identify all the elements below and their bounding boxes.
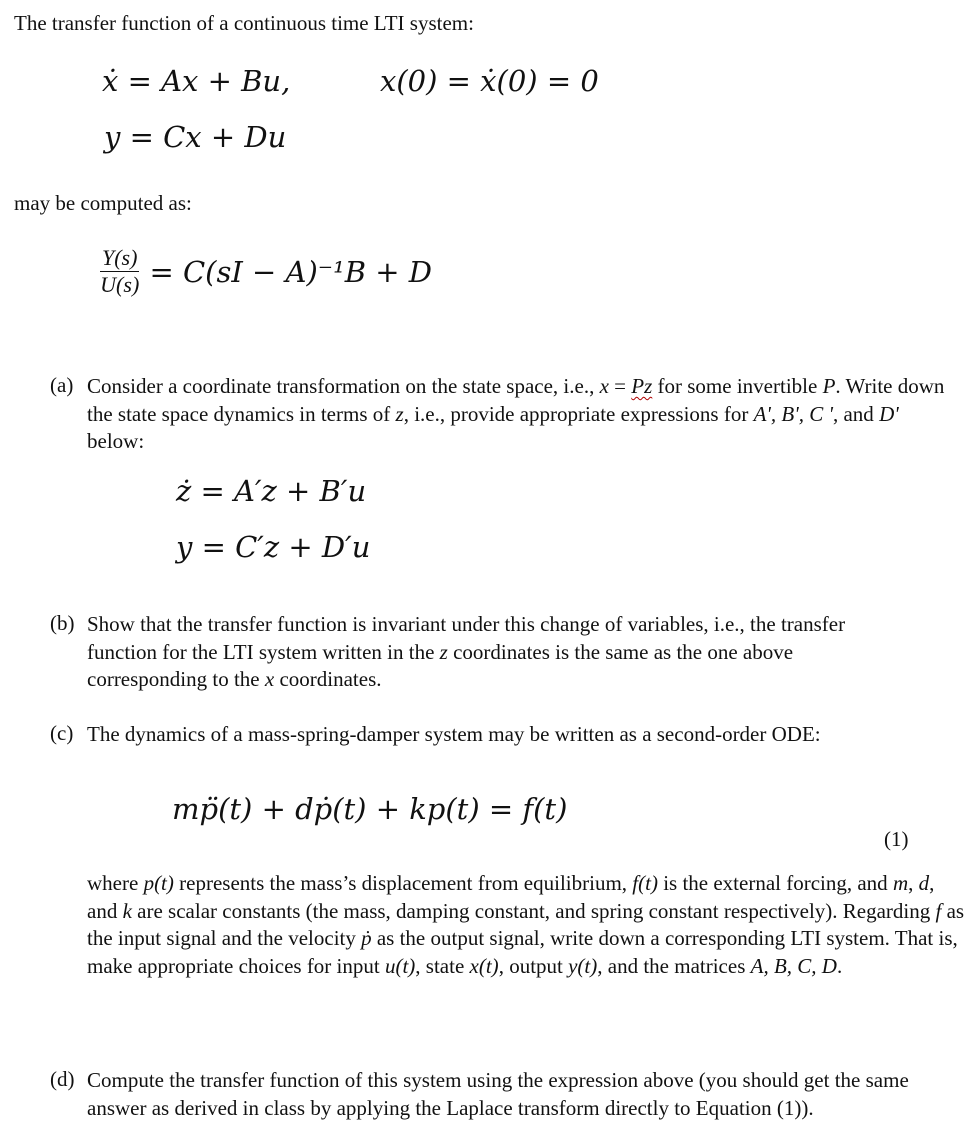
mass-spring-damper-equation: mp̈(t) + dṗ(t) + kp(t) = f(t) [172,792,568,826]
part-c-description: where p(t) represents the mass’s displacement from equilibrium, f(t) is the external forcing, and m, d, and k are scalar constants (the mass, damping constant, and spring constant respectively). Regarding f as the input signal and the velocity ṗ as the output signal, write down a corresponding LTI system. That is, make appropriate choices for input u(t), state x(t), output y(t), and the matrices A, B, C, D. [87,871,965,978]
initial-condition: x(0) = ẋ(0) = 0 [380,64,599,98]
part-d-label: (d) [50,1067,75,1091]
output-equation: y = Cx + Du [104,120,287,154]
equation-number: (1) [884,827,909,851]
transformed-output-equation: y = C′z + D′u [176,530,371,564]
part-b-text: Show that the transfer function is invariant under this change of variables, i.e., the transfer function for the LTI system written in the z coordinates is the same as the one above corresponding to the x coordinates. [87,612,846,691]
tf-rhs: = C(sI − A)⁻¹B + D [149,254,433,289]
intro-text: The transfer function of a continuous time LTI system: [14,11,474,35]
part-d-text: Compute the transfer function of this system using the expression above (you should get the same answer as derived in class by applying the Laplace transform directly to Equation (1)). [87,1068,909,1120]
transfer-function-fraction [100,246,139,297]
part-a-text: Consider a coordinate transformation on the state space, i.e., x = Pz for some invertible P. Write down the state space dynamics in terms of z, i.e., provide appropriate expressions for A', B', C ', and D' below: [87,374,945,453]
pz-term: Pz [631,374,653,398]
computed-text: may be computed as: [14,191,192,215]
tf-numerator: Y(s) [102,245,138,270]
part-b-label: (b) [50,611,75,635]
part-a-label: (a) [50,373,74,397]
transfer-function [100,246,432,297]
transformed-state-equation: ż = A′z + B′u [176,474,367,508]
part-c-label: (c) [50,721,74,745]
tf-denominator: U(s) [100,272,140,297]
state-equation: ẋ = Ax + Bu, [102,64,291,98]
part-c-text: The dynamics of a mass-spring-damper system may be written as a second-order ODE: [87,722,821,746]
